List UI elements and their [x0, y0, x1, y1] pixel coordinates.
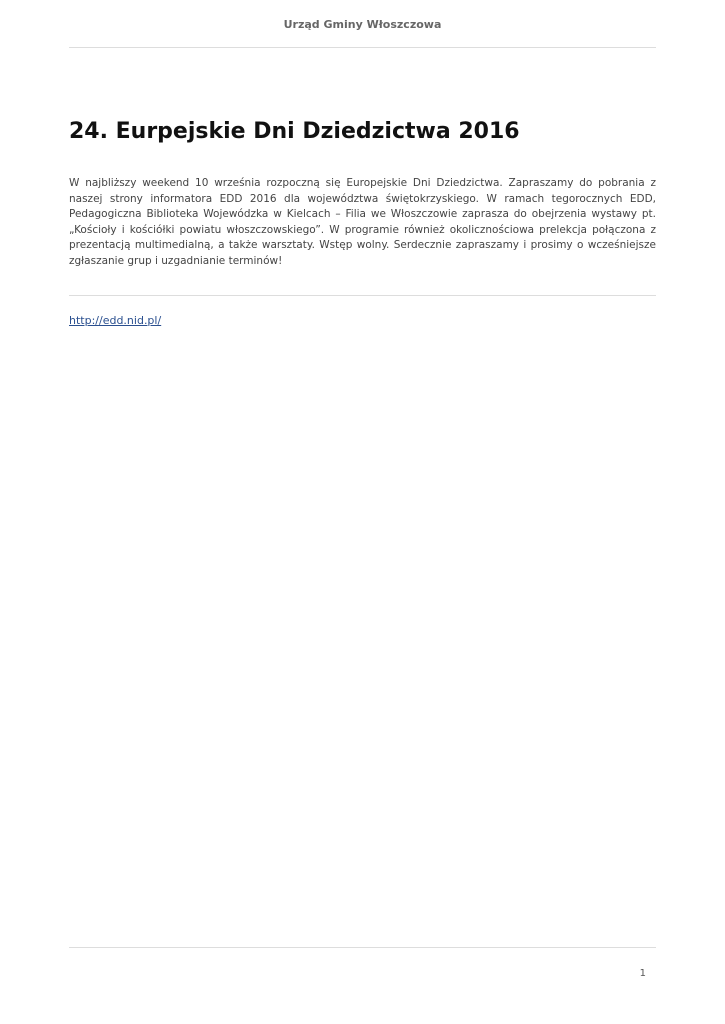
article-body: W najbliższy weekend 10 września rozpoczną się Europejskie Dni Dziedzictwa. Zapraszamy do pobrania z naszej strony informatora EDD 2016 dla województwa świętokrzyskiego. W ramach tegorocznych EDD, Pedagogiczna Biblioteka Wojewódzka w Kielcach – Filia we Włoszczowie zaprasza do obejrzenia wystawy pt. „Kościoły i kościółki powiatu włoszczowskiego”. W programie również okolicznościowa prelekcja połączona z prezentacją multimedialną, a także warsztaty. Wstęp wolny. Serdecznie zapraszamy i prosimy o wcześniejsze zgłaszanie grup i uzgadnianie terminów!	[69, 177, 656, 267]
site-title: Urząd Gminy Włoszczowa	[283, 18, 442, 31]
footer-divider	[69, 947, 656, 948]
header-divider	[69, 47, 656, 48]
article-title: 24. Eurpejskie Dni Dziedzictwa 2016	[69, 119, 520, 144]
content-divider	[69, 295, 656, 296]
source-link[interactable]: http://edd.nid.pl/	[69, 314, 162, 327]
page-number: 1	[639, 968, 646, 979]
